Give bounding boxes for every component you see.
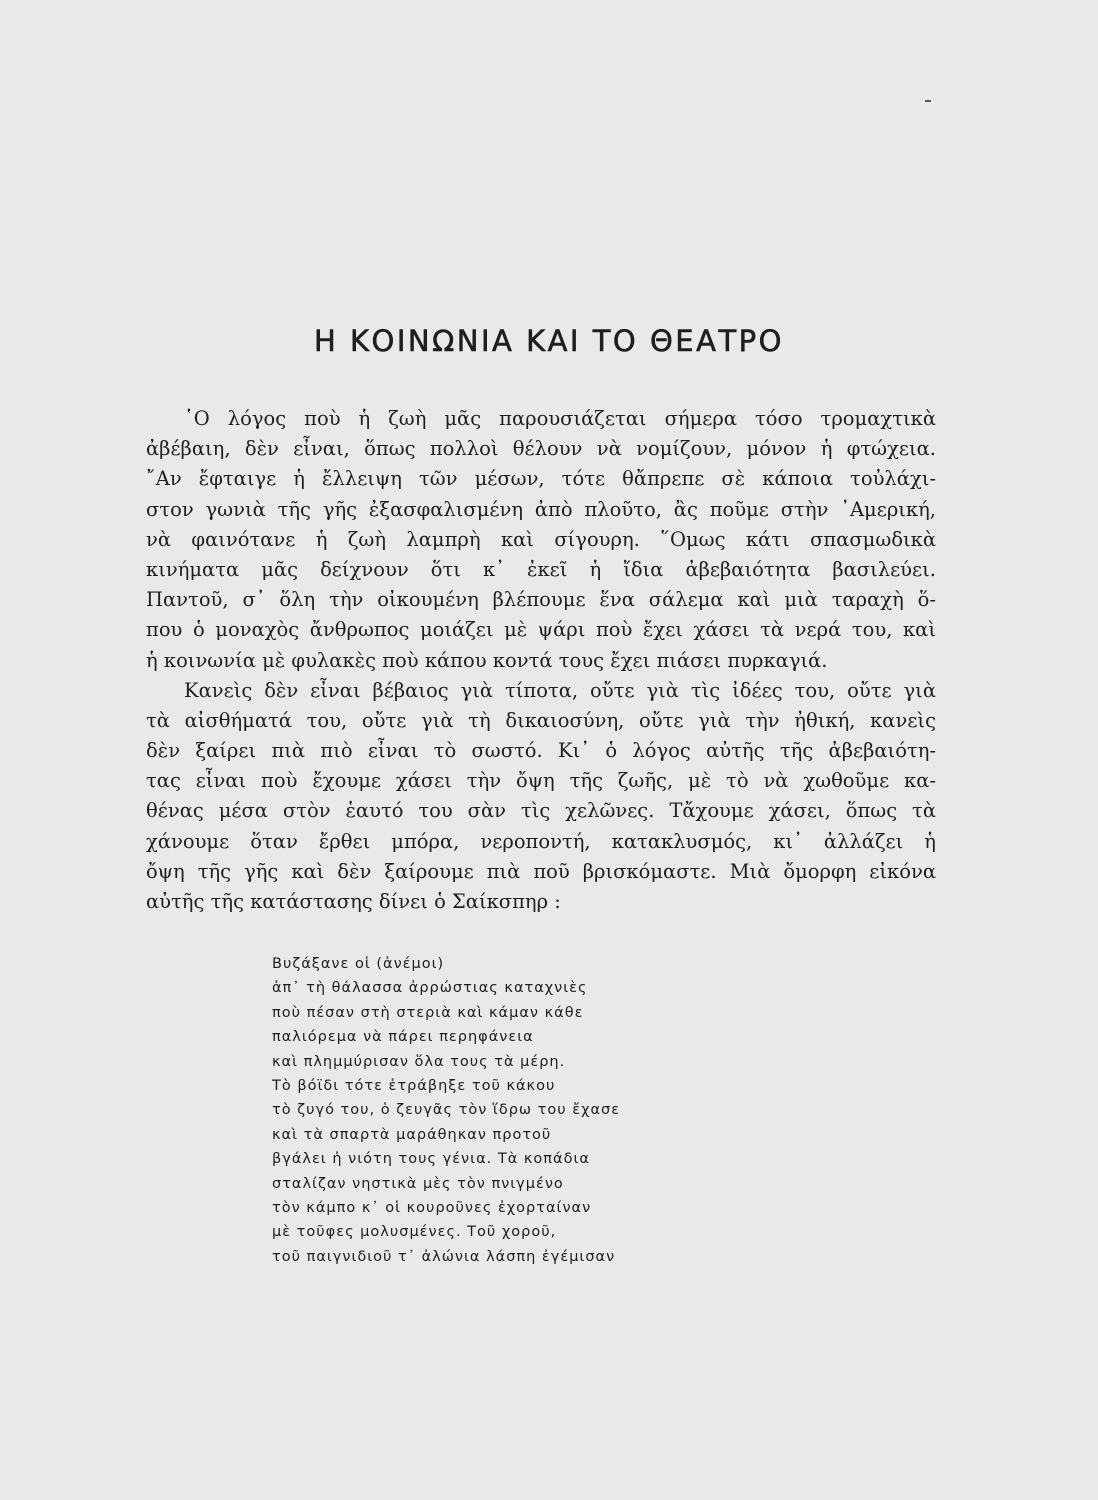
poem-line: σταλίζαν νηστικὰ μὲς τὸν πνιγμένο (272, 1175, 564, 1192)
poem-line: ἀπ᾿ τὴ θάλασσα ἀρρώστιας καταχνιὲς (272, 980, 588, 997)
text-line: δὲν ξαίρει πιὰ πιὸ εἶναι τὸ σωστό. Κι᾿ ὁ λόγος αὐτῆς τῆς ἀβεβαιότη- (146, 739, 936, 763)
poem-line: τὸ ζυγό του, ὁ ζευγᾶς τὸν ἵδρω του ἔχασε (272, 1102, 621, 1119)
text-line: ὄψη τῆς γῆς καὶ δὲν ξαίρουμε πιὰ ποῦ βρισκόμαστε. Μιὰ ὄμορφη εἰκόνα (146, 859, 936, 883)
text-line: αὐτῆς τῆς κατάστασης δίνει ὁ Σαίκσπηρ : (146, 890, 561, 913)
text-line: ῎Αν ἔφταιγε ἡ ἔλλειψη τῶν μέσων, τότε θἄπρεπε σὲ κάποια τοὐλάχι- (146, 467, 936, 491)
paragraph (146, 676, 936, 918)
text-line: τὰ αἰσθήματά του, οὔτε γιὰ τὴ δικαιοσύνη, οὔτε γιὰ τὴν ἠθική, κανεὶς (146, 708, 936, 732)
paragraph (146, 404, 936, 676)
text-line: τας εἶναι ποὺ ἔχουμε χάσει τὴν ὄψη τῆς ζωῆς, μὲ τὸ νὰ χωθοῦμε κα- (146, 769, 936, 793)
poem-line: τοῦ παιγνιδιοῦ τ᾿ ἀλώνια λάσπη ἐγέμισαν (272, 1248, 616, 1265)
text-line: ἀβέβαιη, δὲν εἶναι, ὅπως πολλοὶ θέλουν νὰ νομίζουν, μόνον ἡ φτώχεια. (146, 437, 936, 461)
text-line: κινήματα μᾶς δείχνουν ὅτι κ᾿ ἐκεῖ ἡ ἴδια ἀβεβαιότητα βασιλεύει. (146, 557, 936, 581)
poem-line: τὸν κάμπο κ᾿ οἱ κουροῦνες ἐχορταίναν (272, 1199, 592, 1216)
text-line: που ὁ μοναχὸς ἄνθρωπος μοιάζει μὲ ψάρι ποὺ ἔχει χάσει τὰ νερά του, καὶ (146, 618, 936, 642)
poem-line: καὶ τὰ σπαρτὰ μαράθηκαν προτοῦ (272, 1126, 552, 1143)
text-line: Κανεὶς δὲν εἶναι βέβαιος γιὰ τίποτα, οὔτε γιὰ τὶς ἰδέες του, οὔτε γιὰ (184, 678, 936, 702)
poem-line: Βυζάξανε οἱ (ἀνέμοι) (272, 956, 445, 972)
quoted-poem (272, 952, 620, 1269)
body-text (146, 404, 936, 917)
text-line: στον γωνιὰ τῆς γῆς ἐξασφαλισμένη ἀπὸ πλοῦτο, ἂς ποῦμε στὴν ᾿Αμερική, (146, 497, 936, 521)
page-title: Η ΚΟΙΝΩΝΙΑ ΚΑΙ ΤΟ ΘΕΑΤΡΟ (314, 324, 784, 359)
poem-line: βγάλει ἡ νιότη τους γένια. Τὰ κοπάδια (272, 1151, 590, 1168)
text-line: χάνουμε ὅταν ἔρθει μπόρα, νεροποντή, κατακλυσμός, κι᾿ ἀλλάζει ἡ (146, 829, 936, 853)
poem-line: Τὸ βόϊδι τότε ἐτράβηξε τοῦ κάκου (272, 1077, 556, 1094)
text-line: θένας μέσα στὸν ἑαυτό του σὰν τὶς χελῶνες. Τἄχουμε χάσει, ὅπως τὰ (146, 799, 936, 823)
scan-mark (925, 100, 931, 102)
text-line: Παντοῦ, σ᾿ ὅλη τὴν οἰκουμένη βλέπουμε ἕνα σάλεμα καὶ μιὰ ταραχὴ ὅ- (146, 588, 936, 612)
text-line: ῾Ο λόγος ποὺ ἡ ζωὴ μᾶς παρουσιάζεται σήμερα τόσο τρομαχτικὰ (184, 407, 936, 430)
text-line: ἡ κοινωνία μὲ φυλακὲς ποὺ κάπου κοντά τους ἔχει πιάσει πυρκαγιά. (146, 648, 828, 672)
poem-line: μὲ τοῦφες μολυσμένες. Τοῦ χοροῦ, (272, 1224, 557, 1241)
text-line: νὰ φαινότανε ἡ ζωὴ λαμπρὴ καὶ σίγουρη. ῞Ομως κάτι σπασμωδικὰ (146, 527, 936, 551)
poem-line: ποὺ πέσαν στὴ στεριὰ καὶ κάμαν κάθε (272, 1004, 584, 1021)
poem-line: παλιόρεμα νὰ πάρει περηφάνεια (272, 1029, 534, 1046)
poem-line: καὶ πλημμύρισαν ὅλα τους τὰ μέρη. (272, 1053, 566, 1070)
